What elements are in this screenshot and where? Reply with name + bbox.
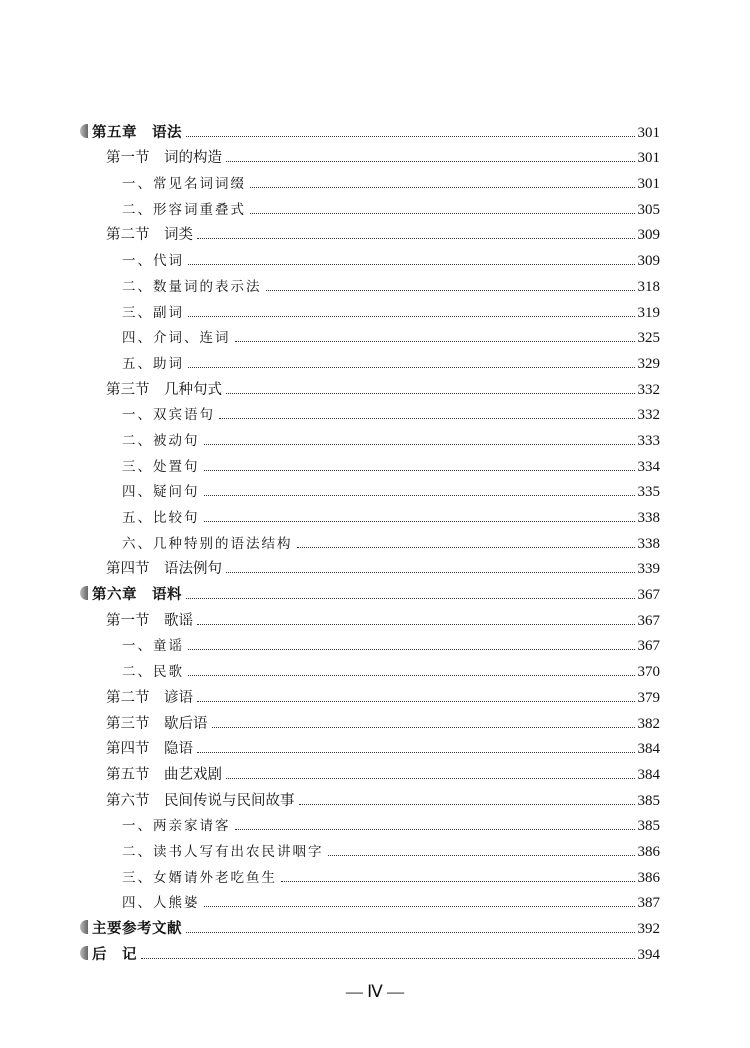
toc-entry-page: 309 — [637, 253, 660, 270]
toc-entry-title: 一、常见名词词缀 — [122, 176, 246, 193]
toc-entry-chapter — [0, 116, 750, 142]
leader-dots — [204, 521, 635, 522]
toc-entry-title: 五、助词 — [122, 355, 184, 372]
leader-dots — [250, 213, 635, 214]
toc-entry-title: 第三节 歇后语 — [106, 715, 208, 732]
toc-entry-page: 384 — [637, 741, 660, 758]
toc-entry-title: 主要参考文献 — [92, 921, 182, 937]
toc-entry-page: 301 — [637, 176, 660, 193]
toc-entry-section — [0, 707, 750, 733]
leader-dots — [297, 547, 635, 548]
toc-entry-item — [0, 861, 750, 887]
toc-entry-title: 一、两亲家请客 — [122, 818, 231, 835]
toc-entry-page: 338 — [637, 535, 660, 552]
toc-entry-page: 392 — [637, 921, 660, 937]
leader-dots — [250, 187, 635, 188]
toc-entry-section — [0, 784, 750, 810]
toc-entry-page: 338 — [637, 510, 660, 526]
toc-entry-page: 367 — [637, 587, 660, 604]
toc-entry-section — [0, 733, 750, 759]
leader-dots — [186, 932, 635, 933]
toc-entry-chapter — [0, 912, 750, 938]
toc-entry-page: 367 — [637, 612, 660, 629]
toc-entry-item — [0, 322, 750, 348]
toc-entry-section — [0, 553, 750, 579]
toc-entry-page: 301 — [637, 124, 660, 141]
toc-entry-title: 后 记 — [92, 946, 137, 963]
toc-entry-title: 三、处置句 — [122, 458, 200, 475]
leader-dots — [235, 829, 635, 830]
toc-entry-title: 二、读书人写有出农民讲咽字 — [122, 843, 324, 860]
leader-dots — [328, 855, 635, 856]
page-number-footer: — Ⅳ — — [345, 982, 405, 1001]
toc-entry-item — [0, 296, 750, 322]
chapter-marker-icon — [80, 586, 88, 600]
toc-entry-title: 第六节 民间传说与民间故事 — [106, 792, 295, 809]
toc-entry-section — [0, 604, 750, 630]
toc-entry-title: 第一节 歌谣 — [106, 612, 193, 629]
leader-dots — [197, 752, 635, 753]
toc-entry-item — [0, 424, 750, 450]
toc-entry-item — [0, 399, 750, 425]
toc-entry-title: 二、形容词重叠式 — [122, 201, 246, 218]
table-of-contents — [0, 116, 750, 964]
toc-entry-page: 387 — [637, 895, 660, 912]
leader-dots — [204, 444, 635, 445]
toc-entry-item — [0, 835, 750, 861]
toc-entry-page: 329 — [637, 355, 660, 372]
toc-entry-page: 309 — [637, 227, 660, 244]
toc-entry-chapter — [0, 938, 750, 964]
leader-dots — [188, 675, 635, 676]
toc-entry-title: 第三节 几种句式 — [106, 381, 222, 398]
toc-entry-item — [0, 450, 750, 476]
leader-dots — [197, 238, 635, 239]
toc-entry-item — [0, 501, 750, 527]
toc-entry-item — [0, 270, 750, 296]
toc-entry-item — [0, 810, 750, 836]
toc-entry-page: 332 — [637, 381, 660, 398]
toc-entry-page: 318 — [637, 278, 660, 295]
toc-entry-title: 第六章 语料 — [92, 587, 182, 604]
toc-entry-title: 五、比较句 — [122, 510, 200, 526]
toc-entry-title: 第四节 隐语 — [106, 741, 193, 758]
toc-entry-section — [0, 142, 750, 168]
toc-entry-title: 六、几种特别的语法结构 — [122, 535, 293, 552]
toc-entry-page: 370 — [637, 664, 660, 681]
toc-entry-title: 二、被动句 — [122, 432, 200, 449]
leader-dots — [281, 881, 635, 882]
leader-dots — [188, 264, 635, 265]
toc-entry-page: 333 — [637, 432, 660, 449]
toc-entry-item — [0, 630, 750, 656]
toc-entry-page: 335 — [637, 484, 660, 501]
toc-entry-page: 319 — [637, 304, 660, 321]
leader-dots — [235, 341, 635, 342]
leader-dots — [219, 418, 635, 419]
toc-entry-page: 384 — [637, 766, 660, 783]
toc-entry-title: 第一节 词的构造 — [106, 150, 222, 167]
toc-entry-section — [0, 219, 750, 245]
toc-entry-page: 386 — [637, 869, 660, 886]
leader-dots — [188, 649, 635, 650]
leader-dots — [266, 290, 635, 291]
toc-entry-title: 第五节 曲艺戏剧 — [106, 766, 222, 783]
leader-dots — [141, 958, 635, 959]
toc-entry-item — [0, 347, 750, 373]
leader-dots — [188, 367, 635, 368]
leader-dots — [204, 495, 635, 496]
toc-entry-page: 394 — [637, 946, 660, 963]
toc-entry-section — [0, 373, 750, 399]
toc-entry-item — [0, 167, 750, 193]
toc-entry-title: 第五章 语法 — [92, 124, 182, 141]
toc-entry-page: 301 — [637, 150, 660, 167]
chapter-marker-icon — [80, 946, 88, 960]
toc-entry-title: 三、女婿请外老吃鱼生 — [122, 869, 277, 886]
leader-dots — [226, 778, 635, 779]
leader-dots — [197, 624, 635, 625]
toc-entry-title: 四、介词、连词 — [122, 330, 231, 347]
toc-entry-page: 385 — [637, 818, 660, 835]
toc-entry-item — [0, 193, 750, 219]
toc-entry-page: 305 — [637, 201, 660, 218]
toc-entry-item — [0, 887, 750, 913]
leader-dots — [212, 727, 635, 728]
toc-entry-title: 第四节 语法例句 — [106, 561, 222, 578]
leader-dots — [197, 701, 635, 702]
toc-entry-item — [0, 655, 750, 681]
toc-entry-section — [0, 758, 750, 784]
leader-dots — [188, 316, 635, 317]
leader-dots — [204, 470, 635, 471]
leader-dots — [226, 393, 635, 394]
toc-entry-page: 332 — [637, 407, 660, 424]
toc-entry-title: 第二节 谚语 — [106, 689, 193, 706]
toc-entry-title: 二、民歌 — [122, 664, 184, 681]
toc-entry-title: 一、双宾语句 — [122, 407, 215, 424]
leader-dots — [204, 906, 635, 907]
toc-entry-page: 379 — [637, 689, 660, 706]
leader-dots — [299, 804, 635, 805]
leader-dots — [226, 161, 635, 162]
toc-entry-item — [0, 476, 750, 502]
toc-entry-page: 334 — [637, 458, 660, 475]
leader-dots — [226, 572, 635, 573]
toc-entry-title: 一、童谣 — [122, 638, 184, 655]
toc-entry-chapter — [0, 578, 750, 604]
toc-entry-title: 二、数量词的表示法 — [122, 278, 262, 295]
toc-entry-title: 四、人熊婆 — [122, 895, 200, 912]
toc-entry-item — [0, 244, 750, 270]
toc-entry-title: 一、代词 — [122, 253, 184, 270]
toc-entry-page: 325 — [637, 330, 660, 347]
toc-entry-page: 382 — [637, 715, 660, 732]
chapter-marker-icon — [80, 124, 88, 138]
toc-entry-page: 385 — [637, 792, 660, 809]
toc-entry-title: 四、疑问句 — [122, 484, 200, 501]
toc-entry-item — [0, 527, 750, 553]
leader-dots — [186, 598, 635, 599]
toc-entry-title: 第二节 词类 — [106, 227, 193, 244]
toc-entry-page: 386 — [637, 843, 660, 860]
toc-entry-page: 367 — [637, 638, 660, 655]
toc-entry-section — [0, 681, 750, 707]
chapter-marker-icon — [80, 920, 88, 934]
toc-entry-title: 三、副词 — [122, 304, 184, 321]
leader-dots — [186, 136, 635, 137]
toc-entry-page: 339 — [637, 561, 660, 578]
